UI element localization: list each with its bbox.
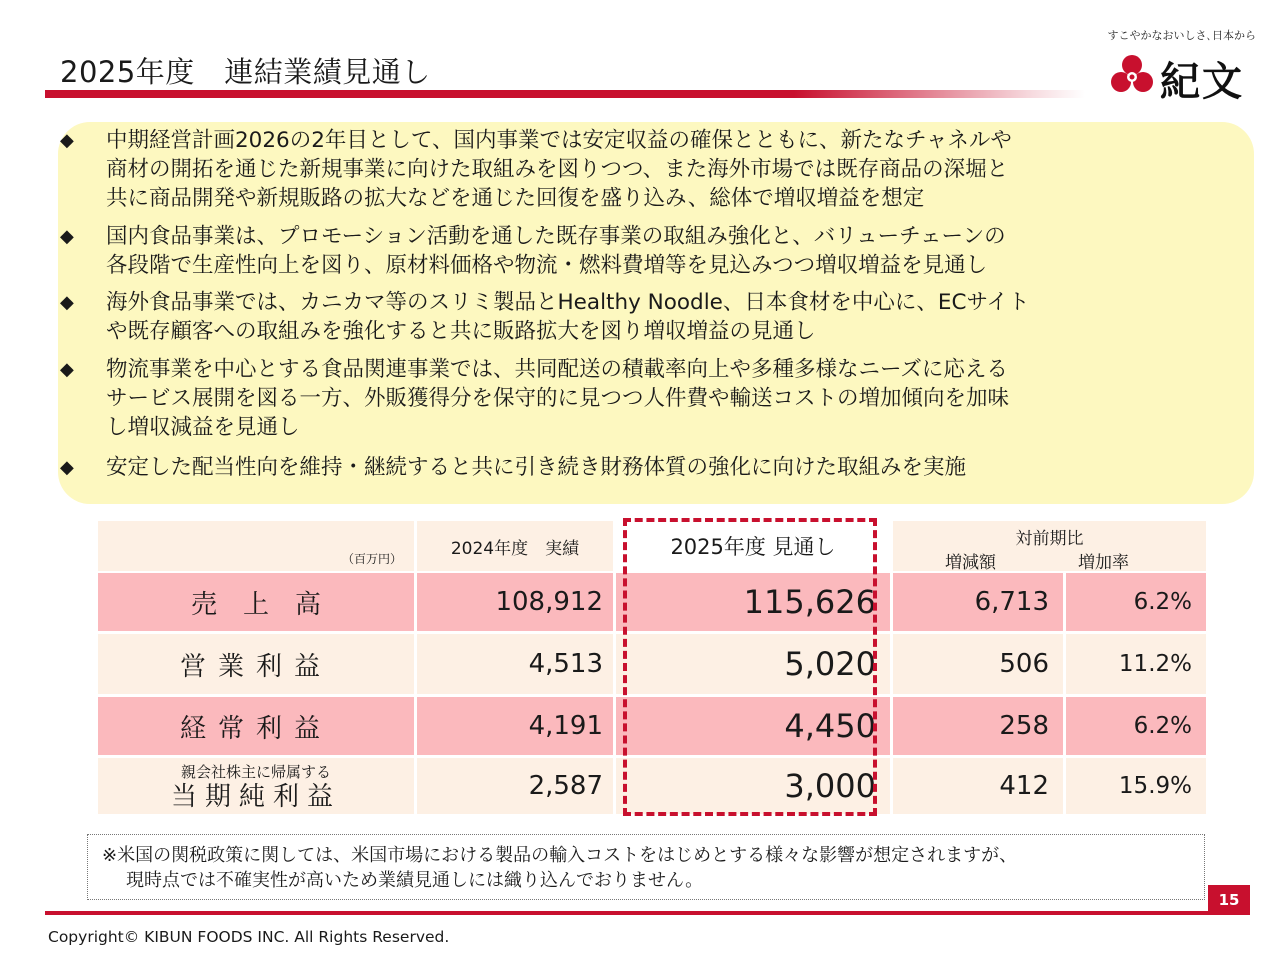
table-header-2025: 2025年度 見通し	[616, 521, 890, 571]
cell-2025-operating-income: 5,020	[616, 634, 890, 694]
company-logo	[1110, 52, 1260, 105]
row-label-ordinary-income: 経常利益	[98, 697, 414, 755]
cell-rate-sales: 6.2%	[1066, 573, 1206, 631]
bullet-item: ◆ 海外食品事業では、カニカマ等のスリミ製品とHealthy Noodle、日本食材を中心に、ECサイト や既存顧客への取組みを強化すると共に販路拡大を図り増収増益の見通し	[60, 290, 1030, 344]
table-header-2024: 2024年度 実績	[417, 521, 613, 571]
cell-2024-operating-income: 4,513	[417, 634, 613, 694]
diamond-bullet-icon: ◆	[60, 359, 74, 380]
cell-2024-ordinary-income: 4,191	[417, 697, 613, 755]
bullet-item: ◆ 国内食品事業は、プロモーション活動を通した既存事業の取組み強化と、バリューチェーンの 各段階で生産性向上を図り、原材料価格や物流・燃料費増等を見込みつつ増収増益を見通し	[60, 224, 1006, 278]
cell-diff-net-income: 412	[893, 758, 1063, 814]
cell-diff-ordinary-income: 258	[893, 697, 1063, 755]
logo-wordmark: 紀文	[1160, 58, 1244, 105]
outlook-summary-box	[58, 122, 1254, 504]
cell-rate-net-income: 15.9%	[1066, 758, 1206, 814]
cell-diff-operating-income: 506	[893, 634, 1063, 694]
cell-rate-ordinary-income: 6.2%	[1066, 697, 1206, 755]
tariff-note: ※米国の関税政策に関しては、米国市場における製品の輸入コストをはじめとする様々な影響が想定されますが、 現時点では不確実性が高いため業績見通しには織り込んでおりません。	[87, 834, 1205, 900]
forecast-highlight-frame	[623, 518, 877, 816]
diamond-bullet-icon: ◆	[60, 292, 74, 313]
copyright-text: Copyright© KIBUN FOODS INC. All Rights Reserved.	[48, 928, 450, 946]
cell-diff-sales: 6,713	[893, 573, 1063, 631]
row-label-sales: 売上高	[98, 573, 414, 631]
row-label-net-income: 親会社株主に帰属する 当期純利益	[98, 758, 414, 814]
footer-divider	[45, 911, 1250, 915]
bullet-item: ◆ 中期経営計画2026の2年目として、国内事業では安定収益の確保とともに、新たなチャネルや 商材の開拓を通じた新規事業に向けた取組みを図りつつ、また海外市場では既存商品の深堀と 共に商品開発や新規販路の拡大などを通じた回復を盛り込み、総体で増収増益を想定	[60, 128, 1012, 211]
cell-2025-sales: 115,626	[616, 573, 890, 631]
cell-2025-ordinary-income: 4,450	[616, 697, 890, 755]
table-header-unit: （百万円）	[98, 521, 414, 571]
page-title: 2025年度 連結業績見通し	[60, 55, 431, 89]
cell-2024-sales: 108,912	[417, 573, 613, 631]
company-tagline: すこやかなおいしさ､日本から	[1107, 29, 1256, 42]
cell-rate-operating-income: 11.2%	[1066, 634, 1206, 694]
diamond-bullet-icon: ◆	[60, 130, 74, 151]
row-label-operating-income: 営業利益	[98, 634, 414, 694]
diamond-bullet-icon: ◆	[60, 457, 74, 478]
table-header-yoy: 対前期比 増減額 増加率	[893, 521, 1206, 571]
page-number: 15	[1208, 885, 1250, 915]
bullet-item: ◆ 物流事業を中心とする食品関連事業では、共同配送の積載率向上や多種多様なニーズに応える サービス展開を図る一方、外販獲得分を保守的に見つつ人件費や輸送コストの増加傾向を加味 し増収減益を見通し	[60, 357, 1010, 440]
cell-2025-net-income: 3,000	[616, 758, 890, 814]
diamond-bullet-icon: ◆	[60, 226, 74, 247]
bullet-item: ◆ 安定した配当性向を維持・継続すると共に引き続き財務体質の強化に向けた取組みを実施	[60, 455, 967, 480]
kibun-flower-logo-icon	[1110, 54, 1154, 96]
title-divider	[45, 90, 1085, 98]
cell-2024-net-income: 2,587	[417, 758, 613, 814]
